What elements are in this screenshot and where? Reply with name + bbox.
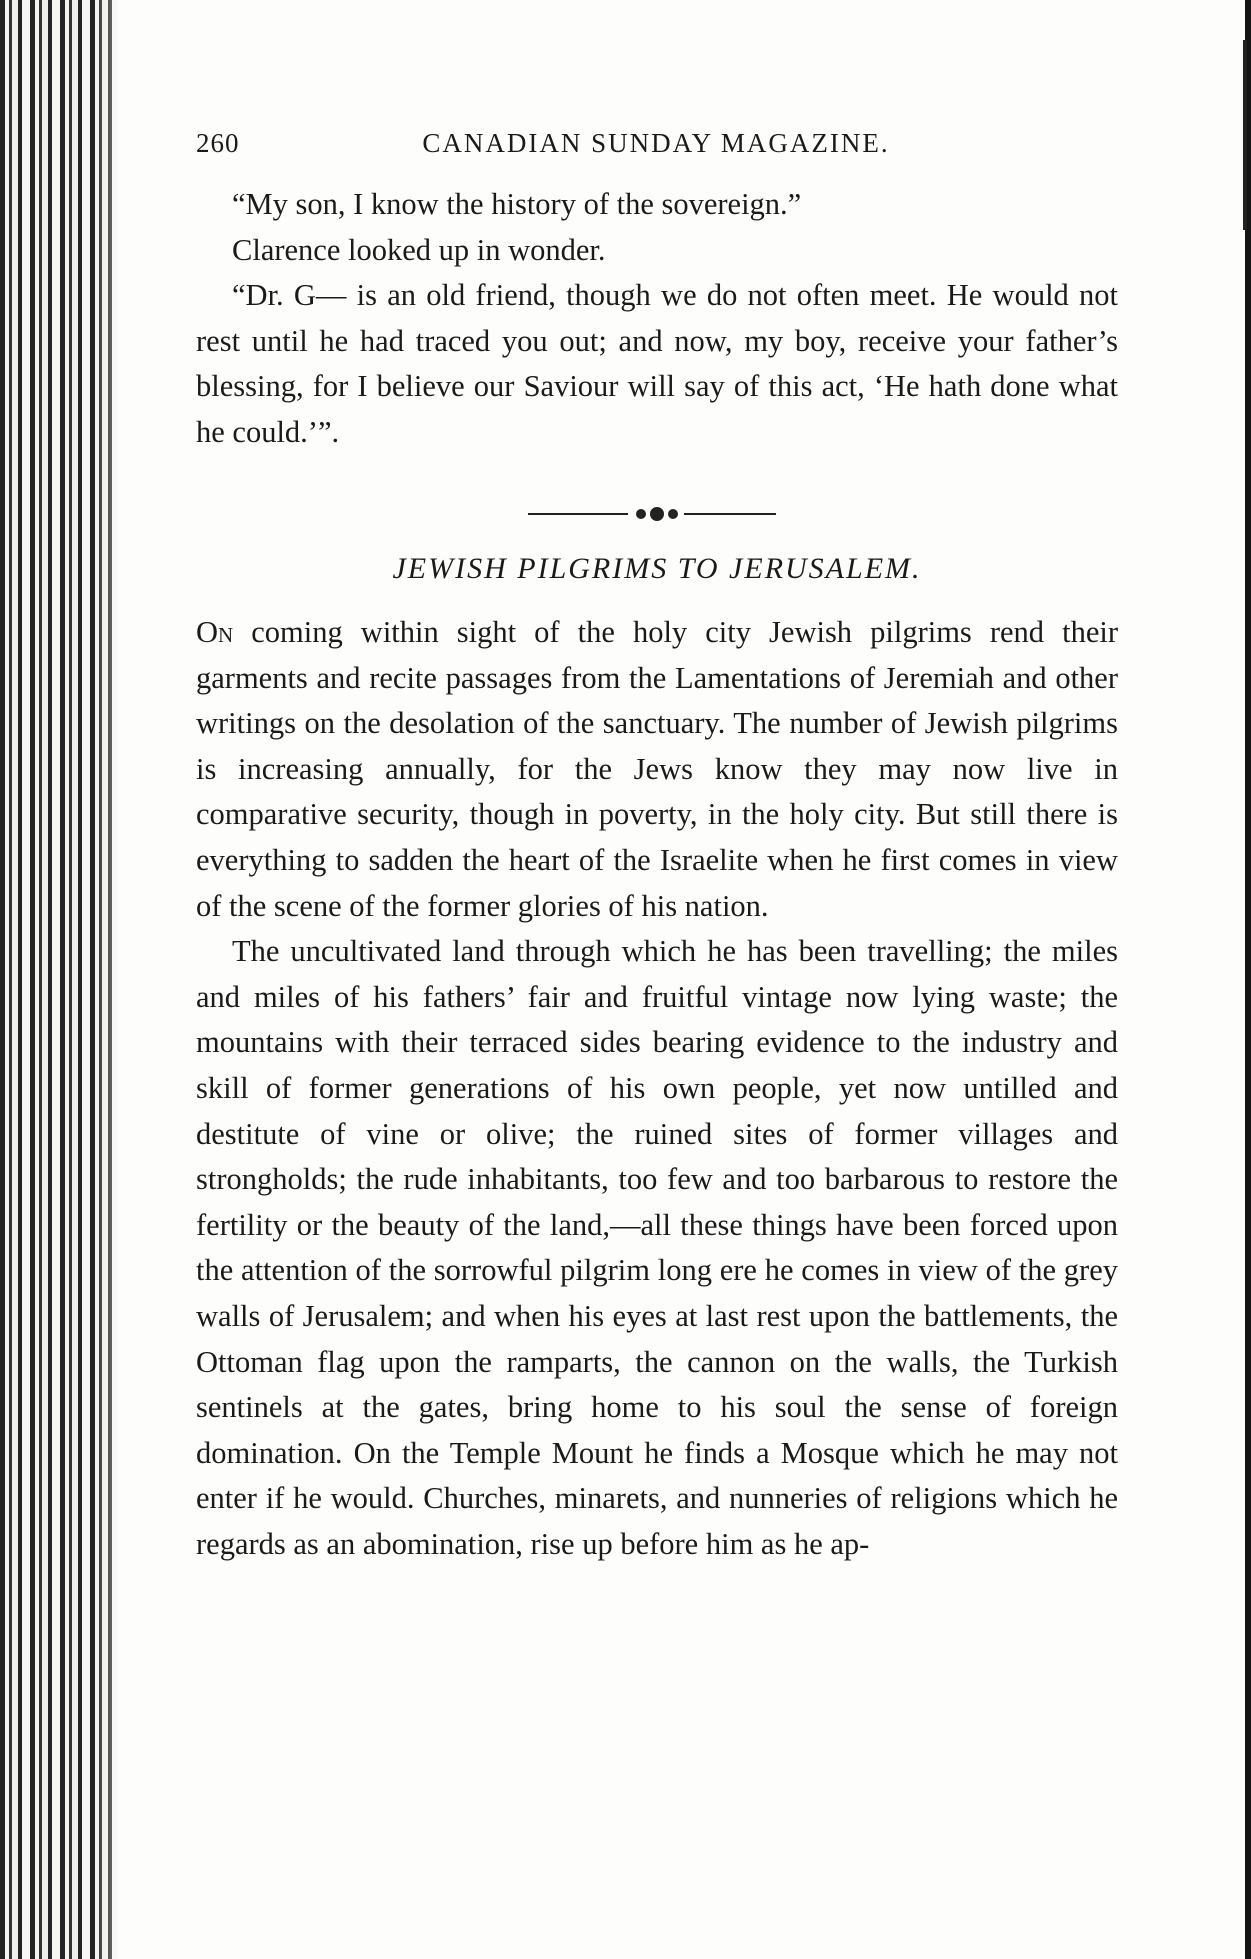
paragraph-text: coming within sight of the holy city Jewish pilgrims rend their garments and recite passages from the Lamentations of Jeremiah and other writings on the desolation of the sanctuary. The number of Jewish pilgrims is increasing annually, for the Jews know they may now live in comparative security, though in poverty, in the holy city. But still there is everything to sadden the heart of the Israelite when he first comes in view of the scene of the former glories of his nation. bbox=[196, 615, 1118, 923]
lead-word: On bbox=[196, 615, 234, 649]
page-edge-mark bbox=[1243, 40, 1247, 230]
article-paragraph bbox=[196, 610, 1118, 929]
binding-shadow bbox=[95, 0, 155, 1959]
running-header bbox=[196, 128, 1116, 168]
story-paragraph: Clarence looked up in wonder. bbox=[232, 232, 606, 267]
article-body bbox=[196, 610, 1118, 1567]
page-number: 260 bbox=[196, 128, 240, 158]
section-divider-ornament bbox=[528, 506, 776, 522]
story-paragraph: “Dr. G— is an old friend, though we do not often meet. He would not rest until he had traced you out; and now, my boy, receive your father’s blessing, for I believe our Saviour will say of this act, ‘He hath done what he could.’”. bbox=[196, 278, 1118, 449]
story-conclusion bbox=[196, 182, 1118, 456]
article-title: JEWISH PILGRIMS TO JERUSALEM. bbox=[392, 552, 922, 585]
story-paragraph: “My son, I know the history of the sovereign.” bbox=[232, 187, 802, 221]
article-paragraph: The uncultivated land through which he has been travelling; the miles and miles of his fathers’ fair and fruitful vintage now lying waste; the mountains with their terraced sides bearing evidence to the industry and skill of former generations of his own people, yet now untilled and destitute of vine or olive; the ruined sites of former villages and strongholds; the rude inhabitants, too few and too barbarous to restore the fertility or the beauty of the land,—all these things have been forced upon the attention of the sorrowful pilgrim long ere he comes in view of the grey walls of Jerusalem; and when his eyes at last rest upon the battlements, the Ottoman flag upon the ramparts, the cannon on the walls, the Turkish sentinels at the gates, bring home to his soul the sense of foreign domination. On the Temple Mount he finds a Mosque which he may not enter if he would. Churches, minarets, and nunneries of religions which he regards as an abomination, rise up before him as he ap- bbox=[196, 934, 1118, 1561]
page-right-edge bbox=[1245, 0, 1251, 1959]
magazine-title: CANADIAN SUNDAY MAGAZINE. bbox=[422, 128, 890, 158]
